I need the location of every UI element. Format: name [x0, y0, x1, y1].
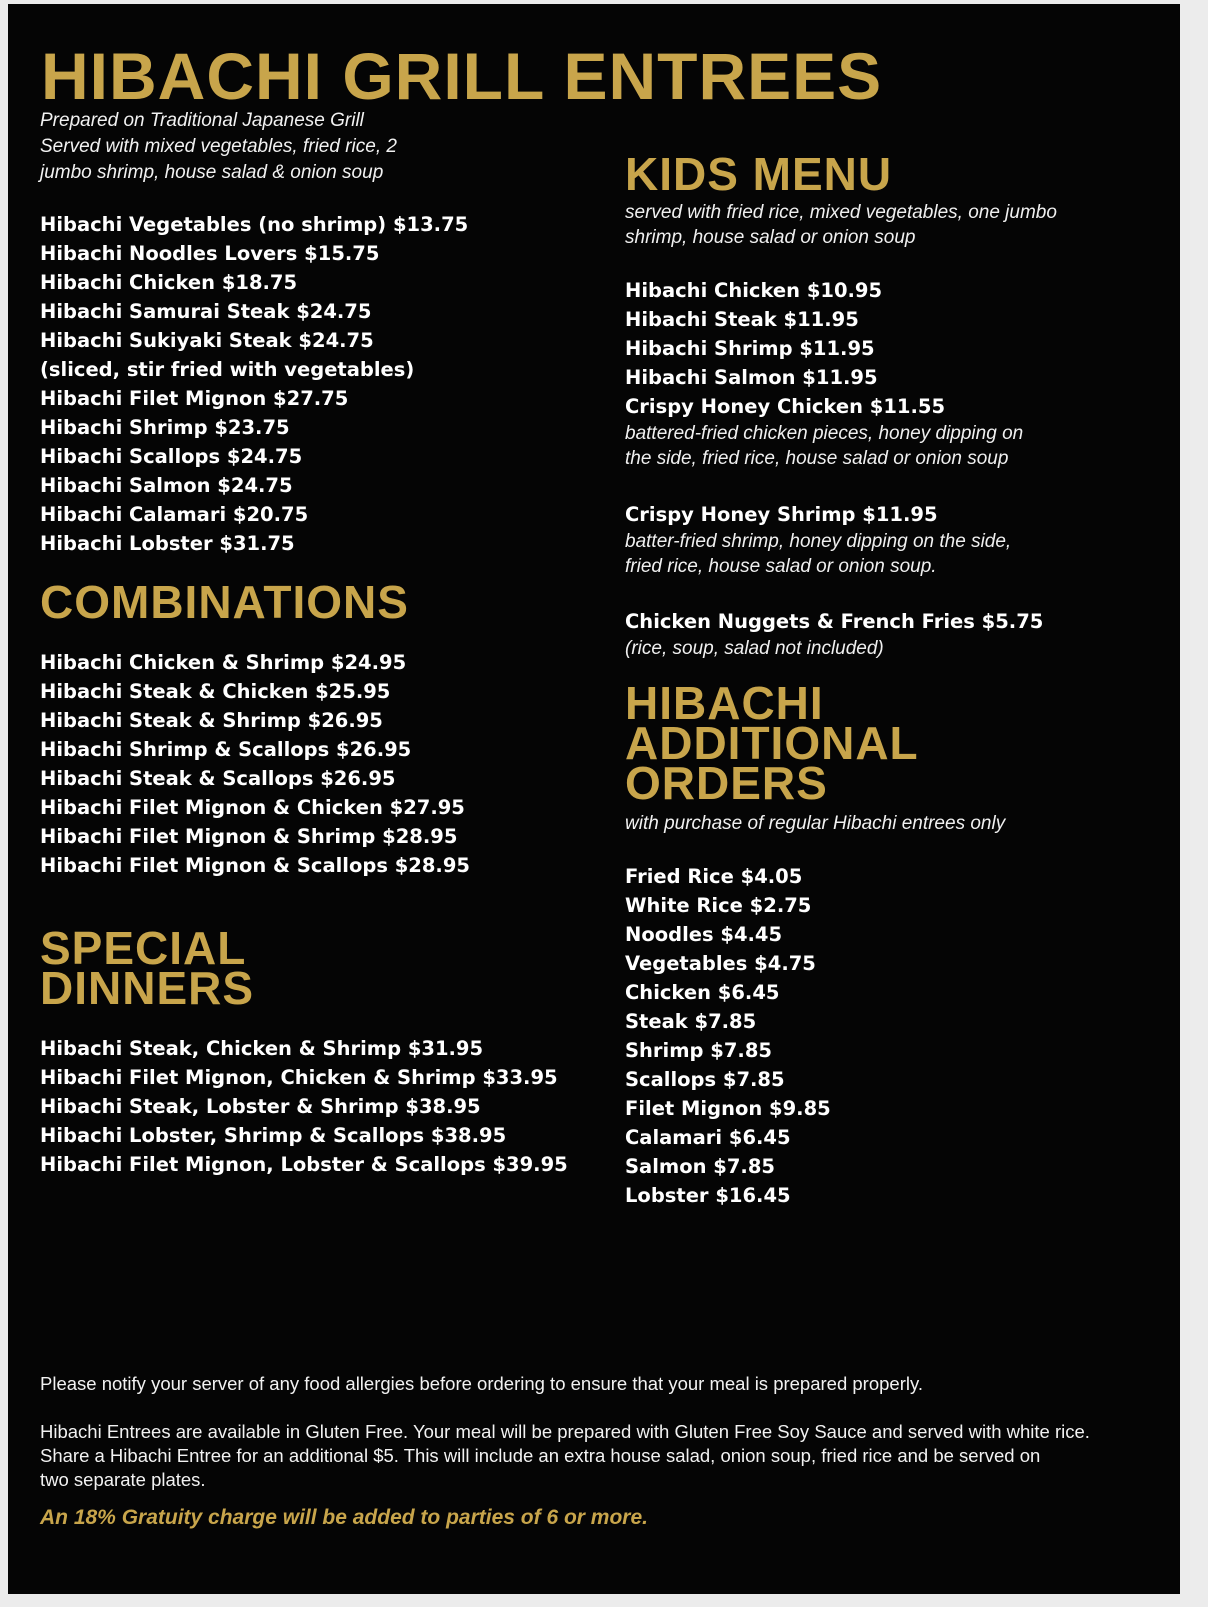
- nuggets-description: (rice, soup, salad not included): [625, 638, 884, 659]
- crispy-chicken-description: [625, 421, 1165, 471]
- kids-menu-title: KIDS MENU: [625, 148, 893, 200]
- additional-item: Salmon $7.85: [625, 1155, 775, 1178]
- entree-item: Hibachi Scallops $24.75: [40, 445, 303, 468]
- special-dinners-title: [40, 922, 600, 1014]
- entree-item: Hibachi Salmon $24.75: [40, 474, 293, 497]
- entree-item: Hibachi Shrimp $23.75: [40, 416, 290, 439]
- menu-page: [8, 4, 1180, 1594]
- entrees-intro: [40, 108, 460, 186]
- kids-item: Hibachi Shrimp $11.95: [625, 337, 875, 360]
- entree-item-note: (sliced, stir fried with vegetables): [40, 358, 415, 381]
- kids-item: Hibachi Salmon $11.95: [625, 366, 878, 389]
- kids-item: Hibachi Chicken $10.95: [625, 279, 883, 302]
- special-dinner-item: Hibachi Steak, Lobster & Shrimp $38.95: [40, 1095, 481, 1118]
- additional-item: Fried Rice $4.05: [625, 865, 803, 888]
- kids-subtitle-line: served with fried rice, mixed vegetables, one jumbo: [625, 202, 1057, 223]
- combination-item: Hibachi Filet Mignon & Scallops $28.95: [40, 854, 470, 877]
- combinations-title: COMBINATIONS: [40, 576, 409, 628]
- additional-item: White Rice $2.75: [625, 894, 812, 917]
- entree-item: Hibachi Sukiyaki Steak $24.75: [40, 329, 374, 352]
- combinations-list: [40, 648, 600, 880]
- gluten-free-line: Hibachi Entrees are available in Gluten Free. Your meal will be prepared with Gluten Free Soy Sauce and served with white rice.: [40, 1421, 1090, 1442]
- entrees-list: [40, 210, 600, 558]
- footer-notes: [40, 1372, 1150, 1492]
- special-dinner-item: Hibachi Filet Mignon, Chicken & Shrimp $33.95: [40, 1066, 558, 1089]
- entree-item: Hibachi Chicken $18.75: [40, 271, 298, 294]
- combination-item: Hibachi Steak & Chicken $25.95: [40, 680, 391, 703]
- additional-title-line: ADDITIONAL: [625, 717, 919, 769]
- gluten-free-line: Share a Hibachi Entree for an additional $5. This will include an extra house salad, onion soup, fried rice and be served on: [40, 1445, 1041, 1466]
- description-line: fried rice, house salad or onion soup.: [625, 556, 937, 577]
- left-column: [40, 210, 600, 1179]
- entree-item: Hibachi Lobster $31.75: [40, 532, 295, 555]
- additional-item: Noodles $4.45: [625, 923, 783, 946]
- description-line: batter-fried shrimp, honey dipping on the side,: [625, 531, 1012, 552]
- additional-item: Chicken $6.45: [625, 981, 780, 1004]
- kids-item-nuggets: Chicken Nuggets & French Fries $5.75: [625, 610, 1044, 633]
- entrees-intro-line: Served with mixed vegetables, fried rice, 2: [40, 136, 397, 157]
- additional-orders-subtitle: with purchase of regular Hibachi entrees only: [625, 813, 1006, 834]
- special-dinner-item: Hibachi Steak, Chicken & Shrimp $31.95: [40, 1037, 484, 1060]
- special-dinners-title-line: DINNERS: [40, 962, 255, 1014]
- entree-item: Hibachi Calamari $20.75: [40, 503, 309, 526]
- entree-item: Hibachi Samurai Steak $24.75: [40, 300, 372, 323]
- additional-item: Steak $7.85: [625, 1010, 757, 1033]
- kids-item-crispy-shrimp: Crispy Honey Shrimp $11.95: [625, 503, 938, 526]
- right-column: [625, 148, 1165, 1210]
- additional-item: Shrimp $7.85: [625, 1039, 772, 1062]
- additional-item: Lobster $16.45: [625, 1184, 791, 1207]
- special-dinners-title-line: SPECIAL: [40, 922, 247, 974]
- kids-subtitle-line: shrimp, house salad or onion soup: [625, 227, 916, 248]
- special-dinner-item: Hibachi Filet Mignon, Lobster & Scallops $39.95: [40, 1153, 568, 1176]
- combination-item: Hibachi Filet Mignon & Chicken $27.95: [40, 796, 465, 819]
- special-dinner-item: Hibachi Lobster, Shrimp & Scallops $38.95: [40, 1124, 507, 1147]
- entrees-title: HIBACHI GRILL ENTREES: [41, 39, 883, 113]
- combination-item: Hibachi Chicken & Shrimp $24.95: [40, 651, 407, 674]
- gratuity-notice: An 18% Gratuity charge will be added to parties of 6 or more.: [40, 1506, 648, 1529]
- kids-menu-list: [625, 276, 1165, 421]
- additional-item: Scallops $7.85: [625, 1068, 785, 1091]
- gluten-free-line: two separate plates.: [40, 1469, 206, 1490]
- description-line: the side, fried rice, house salad or onion soup: [625, 448, 1009, 469]
- combination-item: Hibachi Filet Mignon & Shrimp $28.95: [40, 825, 458, 848]
- entree-item: Hibachi Noodles Lovers $15.75: [40, 242, 380, 265]
- entree-item: Hibachi Filet Mignon $27.75: [40, 387, 349, 410]
- combination-item: Hibachi Steak & Scallops $26.95: [40, 767, 396, 790]
- additional-orders-list: [625, 862, 1165, 1210]
- kids-menu-subtitle: [625, 200, 1165, 250]
- additional-item: Vegetables $4.75: [625, 952, 816, 975]
- combination-item: Hibachi Shrimp & Scallops $26.95: [40, 738, 412, 761]
- additional-orders-title: [625, 677, 1165, 809]
- kids-item: Hibachi Steak $11.95: [625, 308, 859, 331]
- allergy-notice: Please notify your server of any food allergies before ordering to ensure that your meal is prepared properly.: [40, 1373, 923, 1394]
- crispy-shrimp-description: [625, 529, 1165, 579]
- additional-item: Filet Mignon $9.85: [625, 1097, 831, 1120]
- description-line: battered-fried chicken pieces, honey dipping on: [625, 423, 1024, 444]
- combination-item: Hibachi Steak & Shrimp $26.95: [40, 709, 383, 732]
- additional-title-line: HIBACHI: [625, 677, 824, 729]
- special-dinners-list: [40, 1034, 600, 1179]
- entree-item: Hibachi Vegetables (no shrimp) $13.75: [40, 213, 469, 236]
- entrees-intro-line: jumbo shrimp, house salad & onion soup: [40, 162, 384, 183]
- additional-item: Calamari $6.45: [625, 1126, 791, 1149]
- gluten-free-notice: [40, 1420, 1150, 1492]
- kids-item-crispy-chicken: Crispy Honey Chicken $11.55: [625, 395, 946, 418]
- additional-title-line: ORDERS: [625, 757, 828, 809]
- entrees-intro-line: Prepared on Traditional Japanese Grill: [40, 110, 364, 131]
